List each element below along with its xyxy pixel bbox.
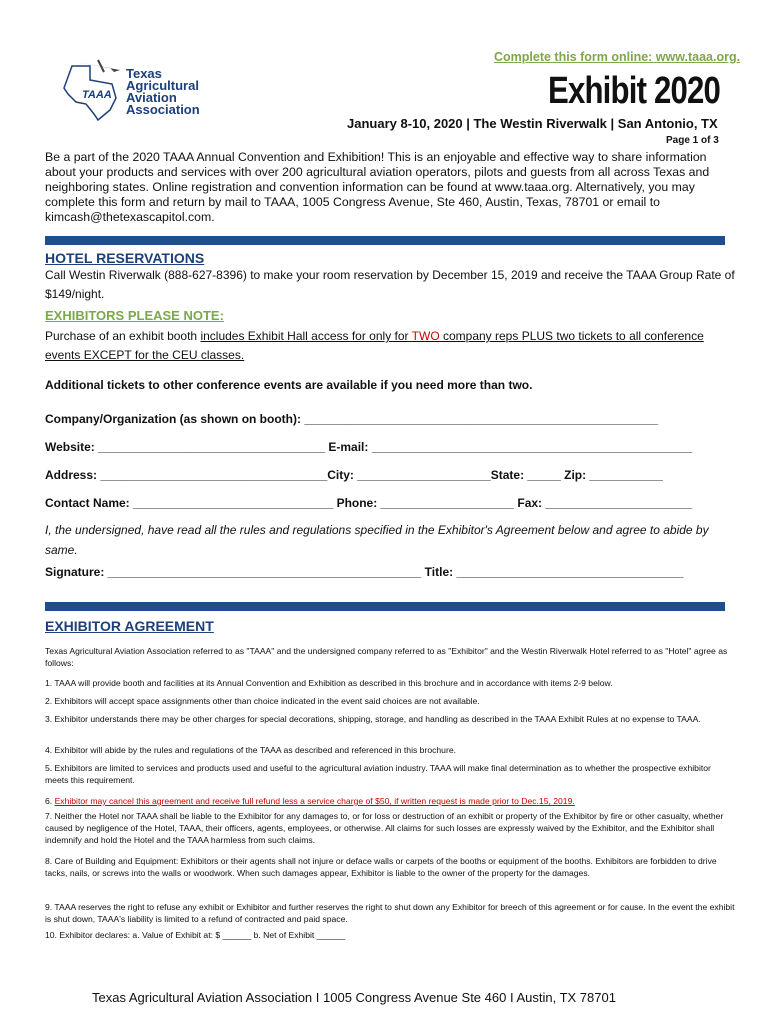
exhibitors-heading: EXHIBITORS PLEASE NOTE: [45, 308, 224, 323]
online-link[interactable]: Complete this form online: www.taaa.org. [494, 50, 741, 64]
agreement-heading: EXHIBITOR AGREEMENT [45, 618, 214, 634]
agree-statement: I, the undersigned, have read all the rules and regulations specified in the Exhibitor's Agreement below and agree to abide by same. [45, 523, 709, 557]
agreement-item: 7. Neither the Hotel nor TAAA shall be liable to the Exhibitor for any damages to, or for loss or destruction of an exhibit or property of the Exhibitor by fire or other casualty, whether caused by negligence of the Hotel, TAAA, their officers, agents, employees, or otherwise. All claims for such losses are expressly waived by the Exhibitor, and the Exhibitor shall indemnify and hold the Hotel and the TAAA harmless from such claims. [45, 811, 724, 845]
logo-line: Association [126, 102, 200, 117]
cancellation-policy: Exhibitor may cancel this agreement and receive full refund less a service charge of $50, if written request is made prior to Dec.15, 2019. [54, 796, 575, 806]
agreement-item: 5. Exhibitors are limited to services and products used and useful to the agricultural aviation industry. TAAA will make final determination as to whether the prospective exhibitor meets this requirement. [45, 763, 711, 785]
logo-line: Agricultural [126, 78, 199, 93]
address-field[interactable]: Address: __________________________________City: ____________________State: _____ Zip: ___________ [45, 468, 663, 482]
page-title: Exhibit 2020 [548, 70, 721, 112]
exhibitor-declares[interactable]: 10. Exhibitor declares: a. Value of Exhibit at: $ ______ b. Net of Exhibit ______ [45, 930, 346, 940]
event-dates: January 8-10, 2020 | The Westin Riverwalk | San Antonio, TX [347, 116, 718, 131]
additional-tickets-note: Additional tickets to other conference events are available if you need more than two. [45, 378, 533, 392]
exhibitors-text-pre: Purchase of an exhibit booth [45, 329, 201, 343]
logo-wordmark [126, 68, 236, 116]
logo-line: Texas [126, 66, 162, 81]
intro-paragraph: Be a part of the 2020 TAAA Annual Convention and Exhibition! This is an enjoyable and effective way to share information about your products and services with over 200 agricultural aviation operators, pilots and guests from all across Texas and neighboring states. Online registration and convention information can be found at www.taaa.org. Alternatively, you may complete this form and return by mail to TAAA, 1005 Congress Avenue, Ste 460, Austin, Texas, 78701 or email to kimcash@thetexascapitol.com. [45, 150, 710, 224]
agreement-item: 1. TAAA will provide booth and facilities at its Annual Convention and Exhibition as described in this brochure and in accordance with items 2-9 below. [45, 678, 613, 688]
exhibitors-text-underlined: includes Exhibit Hall access for only for [200, 329, 412, 343]
footer-address: Texas Agricultural Aviation Association I 1005 Congress Avenue Ste 460 I Austin, TX 78701 [92, 990, 616, 1005]
hotel-heading: HOTEL RESERVATIONS [45, 250, 205, 266]
contact-field[interactable]: Contact Name: ______________________________ Phone: ____________________ Fax: ______________________ [45, 496, 693, 510]
page-number: Page 1 of 3 [666, 135, 719, 146]
exhibitors-text [45, 327, 725, 365]
hotel-text: Call Westin Riverwalk (888-627-8396) to make your room reservation by December 15, 2019 and receive the TAAA Group Rate of $149/night. [45, 268, 735, 301]
agreement-item: 3. Exhibitor understands there may be other charges for special decorations, shipping, storage, and handling as described in the TAAA Exhibit Rules at no expense to TAAA. [45, 714, 701, 724]
agreement-item: 9. TAAA reserves the right to refuse any exhibit or Exhibitor and further reserves the right to shut down any Exhibitor for breech of this agreement or for cause. In the event the exhibit is shut down, TAAA's liability is limited to a refund of contracted and paid space. [45, 902, 735, 924]
exhibitors-text-underlined: company reps PLUS two tickets to all conference events EXCEPT for the CEU classes. [45, 329, 704, 362]
agreement-intro: Texas Agricultural Aviation Association referred to as "TAAA" and the undersigned company referred to as "Exhibitor" and the Westin Riverwalk Hotel referred to as "Hotel" agree as follows: [45, 646, 728, 668]
two-highlight: TWO [411, 329, 440, 343]
website-email-field[interactable]: Website: __________________________________ E-mail: ________________________________________________ [45, 440, 693, 454]
agreement-item: 4. Exhibitor will abide by the rules and regulations of the TAAA as described and referenced in this brochure. [45, 745, 456, 755]
section-divider [45, 602, 725, 611]
signature-field[interactable]: Signature: _______________________________________________ Title: __________________________________ [45, 565, 684, 579]
item-number: 6. [45, 796, 55, 806]
agreement-item-6 [45, 795, 735, 807]
agreement-item: 8. Care of Building and Equipment: Exhibitors or their agents shall not injure or deface walls or carpets of the booths or equipment of the booths. Exhibitors are forbidden to drive tacks, nails, or screws into the walls or woodwork. When such damages appear, Exhibitor is liable to the owner of the property for the damages. [45, 856, 717, 878]
logo-line: Aviation [126, 90, 177, 105]
svg-text:TAAA: TAAA [82, 89, 112, 101]
company-field[interactable]: Company/Organization (as shown on booth): _____________________________________________________ [45, 412, 659, 426]
agreement-item: 2. Exhibitors will accept space assignments other than choice indicated in the event said choices are not available. [45, 696, 480, 706]
section-divider [45, 236, 725, 245]
